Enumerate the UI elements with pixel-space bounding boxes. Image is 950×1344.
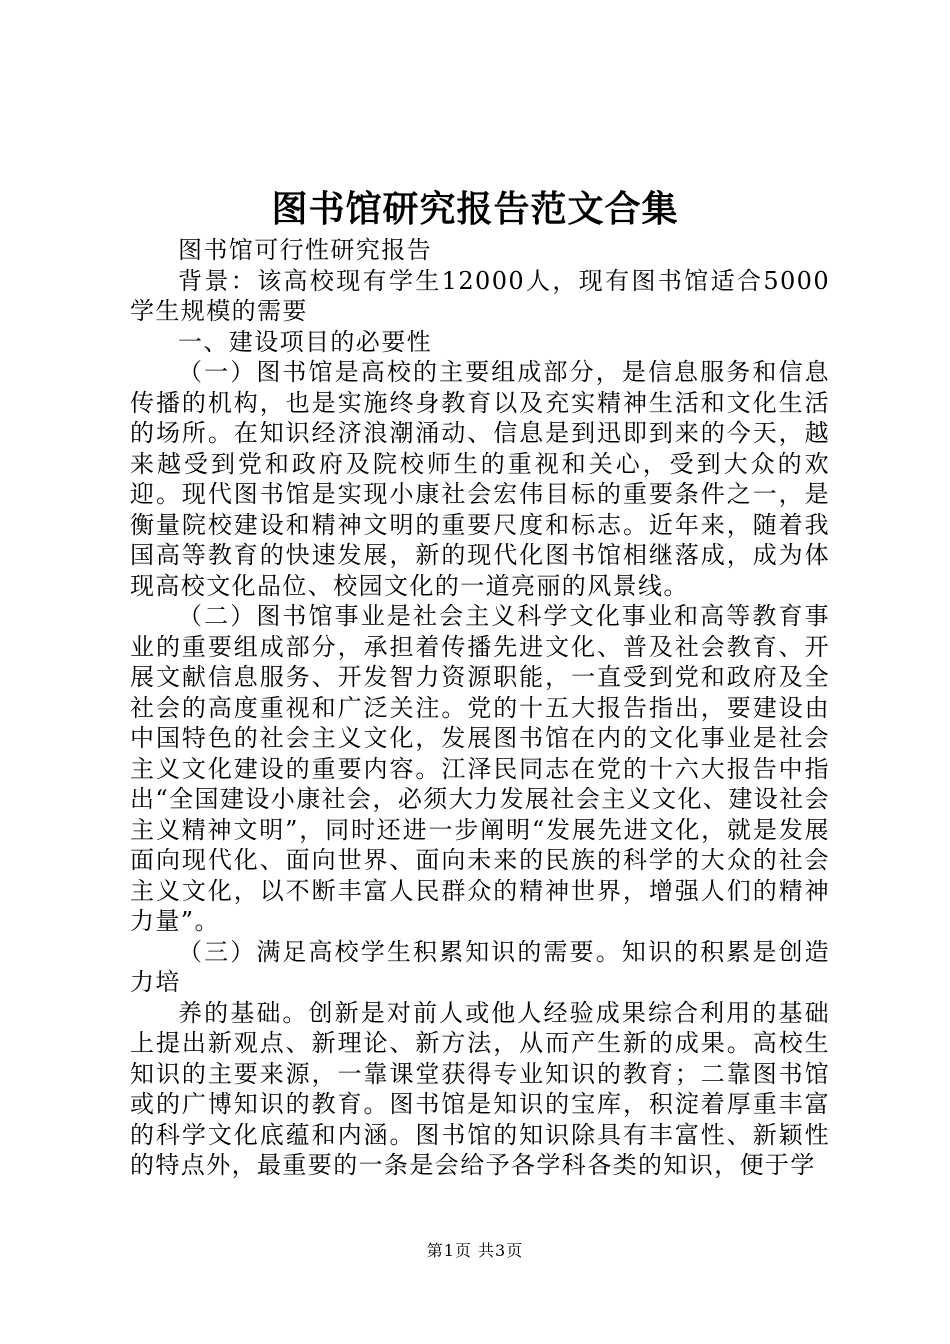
paragraph-point-3-continued: 养的基础。创新是对前人或他人经验成果综合利用的基础上提出新观点、新理论、新方法，从而产生新的成果。高校生知识的主要来源，一靠课堂获得专业知识的教育；二靠图书馆或的广博知识的教育。图书馆是知识的宝库，积淀着厚重丰富的科学文化底蕴和内涵。图书馆的知识除具有丰富性、新颖性的特点外，最重要的一条是会给予各学科各类的知识，便于学 [130, 998, 830, 1179]
paragraph-point-3: （三）满足高校学生积累知识的需要。知识的积累是创造力培 [130, 937, 830, 996]
paragraph-point-2: （二）图书馆事业是社会主义科学文化事业和高等教育事业的重要组成部分，承担着传播先进文化、普及社会教育、开展文献信息服务、开发智力资源职能，一直受到党和政府及全社会的高度重视和广泛关注。党的十五大报告指出，要建设由中国特色的社会主义文化，发展图书馆在内的文化事业是社会主义文化建设的重要内容。江泽民同志在党的十六大报告中指出“全国建设小康社会，必须大力发展社会主义文化、建设社会主义精神文明”，同时还进一步阐明“发展先进文化，就是发展面向现代化、面向世界、面向未来的民族的科学的大众的社会主义文化，以不断丰富人民群众的精神世界，增强人们的精神力量”。 [130, 602, 830, 935]
paragraph-background: 背景：该高校现有学生12000人，现有图书馆适合5000学生规模的需要 [130, 266, 830, 325]
document-body [130, 235, 830, 1181]
paragraph-point-1: （一）图书馆是高校的主要组成部分，是信息服务和信息传播的机构，也是实施终身教育以及充实精神生活和文化生活的场所。在知识经济浪潮涌动、信息是到迅即到来的今天，越来越受到党和政府及院校师生的重视和关心，受到大众的欢迎。现代图书馆是实现小康社会宏伟目标的重要条件之一，是衡量院校建设和精神文明的重要尺度和标志。近年来，随着我国高等教育的快速发展，新的现代化图书馆相继落成，成为体现高校文化品位、校园文化的一道亮丽的风景线。 [130, 358, 830, 600]
paragraph-subtitle: 图书馆可行性研究报告 [178, 236, 432, 264]
document-title: 图书馆研究报告范文合集 [271, 188, 679, 230]
page-footer: 第1页 共3页 [426, 1241, 524, 1260]
section-heading-necessity: 一、建设项目的必要性 [178, 327, 432, 356]
